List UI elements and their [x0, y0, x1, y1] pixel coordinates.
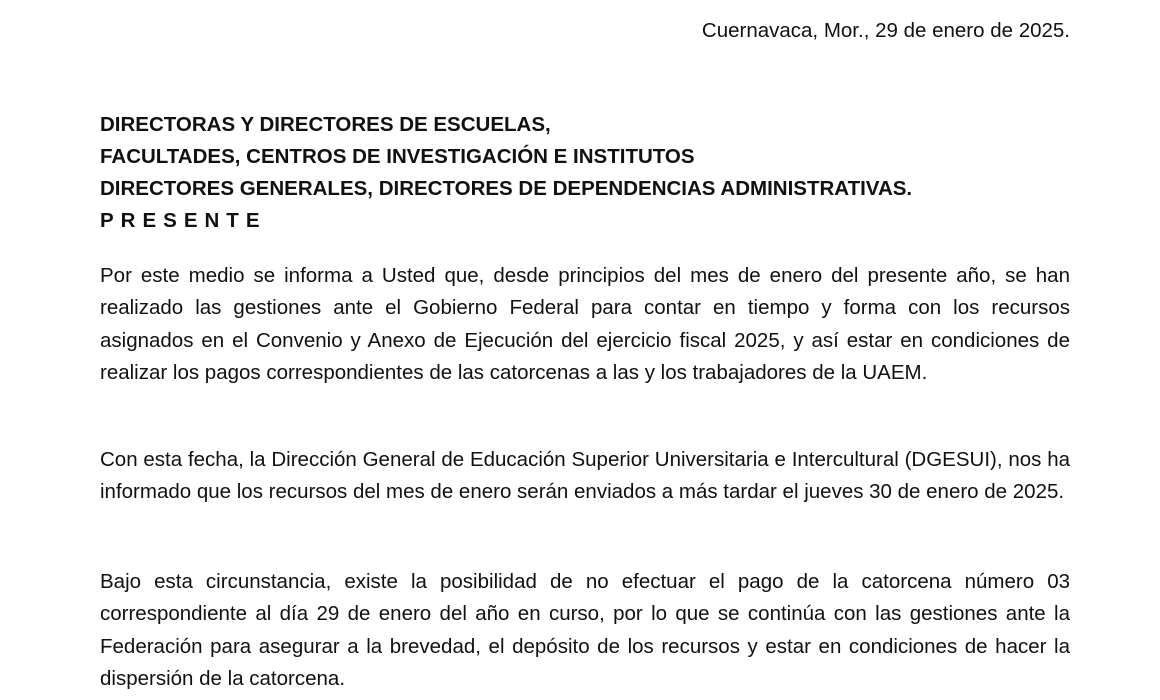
addressee-present: PRESENTE	[100, 209, 267, 232]
addressee-line-3: DIRECTORES GENERALES, DIRECTORES DE DEPENDENCIAS ADMINISTRATIVAS.	[100, 177, 913, 200]
body-paragraph-2: Con esta fecha, la Dirección General de Educación Superior Universitaria e Intercultural (DGESUI), nos ha informado que los recursos del mes de enero serán enviados a más tardar el jueves 30 de enero de 2025.	[100, 448, 1070, 504]
body-paragraph-1: Por este medio se informa a Usted que, desde principios del mes de enero del presente año, se han realizado las gestiones ante el Gobierno Federal para contar en tiempo y forma con los recursos asignados en el Convenio y Anexo de Ejecución del ejercicio fiscal 2025, y así estar en condiciones de realizar los pagos correspondientes de las catorcenas a las y los trabajadores de la UAEM.	[100, 264, 1070, 385]
body-paragraph-3-block	[100, 566, 1070, 696]
addressee-line-1: DIRECTORAS Y DIRECTORES DE ESCUELAS,	[100, 113, 551, 136]
body-paragraph-1-block	[100, 260, 1070, 390]
addressee-line-2: FACULTADES, CENTROS DE INVESTIGACIÓN E INSTITUTOS	[100, 145, 695, 168]
addressee-block	[100, 109, 1070, 237]
body-paragraph-3: Bajo esta circunstancia, existe la posibilidad de no efectuar el pago de la catorcena número 03 correspondiente al día 29 de enero del año en curso, por lo que se continúa con las gestiones ante la Federación para asegurar a la brevedad, el depósito de los recursos y estar en condiciones de hacer la dispersión de la catorcena.	[100, 570, 1070, 691]
date-line: Cuernavaca, Mor., 29 de enero de 2025.	[701, 19, 1070, 42]
body-paragraph-2-block	[100, 444, 1070, 509]
